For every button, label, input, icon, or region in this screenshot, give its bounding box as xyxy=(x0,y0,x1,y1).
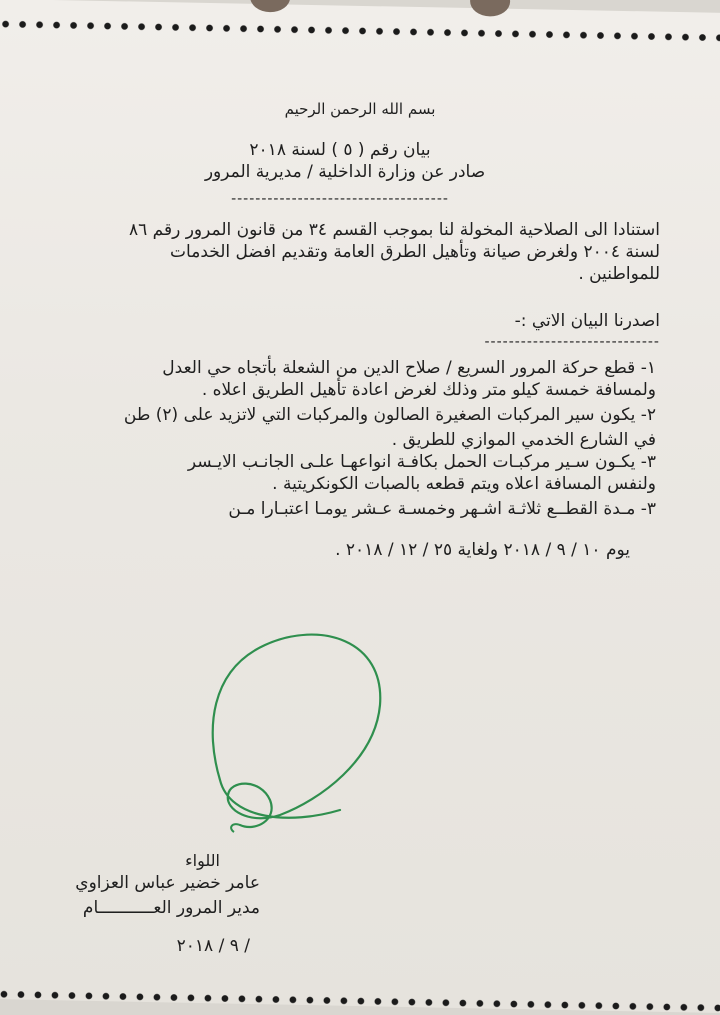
list-item: يوم ١٠ / ٩ / ٢٠١٨ ولغاية ٢٥ / ١٢ / ٢٠١٨ . xyxy=(335,540,630,560)
issuer-line: صادر عن وزارة الداخلية / مديرية المرور xyxy=(204,162,486,182)
signature-date: / ٩ / ٢٠١٨ xyxy=(176,936,250,956)
basmala: بسم الله الرحمن الرحيم xyxy=(284,100,436,118)
signatory-rank: اللواء xyxy=(185,851,220,870)
list-item: ولمسافة خمسة كيلو متر وذلك لغرض اعادة تأهيل الطريق اعلاه . xyxy=(201,380,656,400)
preamble-line: لسنة ٢٠٠٤ ولغرض صيانة وتأهيل الطرق العامة وتقديم افضل الخدمات xyxy=(170,242,660,262)
list-item: ١- قطع حركة المرور السريع / صلاح الدين من الشعلة بأتجاه حي العدل xyxy=(162,358,656,378)
finger-shadow xyxy=(470,0,511,17)
intro-heading: اصدرنا البيان الاتي :- xyxy=(514,311,660,331)
list-item: في الشارع الخدمي الموازي للطريق . xyxy=(391,430,656,450)
separator-line: ------------------------------------ xyxy=(231,191,449,207)
preamble-line: للمواطنين . xyxy=(578,264,660,284)
list-item: ٢- يكون سير المركبات الصغيرة الصالون والمركبات التي لاتزيد على (٢) طن xyxy=(123,405,656,425)
list-item: ولنفس المسافة اعلاه ويتم قطعه بالصبات الكونكريتية . xyxy=(272,474,656,494)
signatory-name: عامر خضير عباس العزاوي xyxy=(75,873,260,893)
handwritten-signature xyxy=(170,610,400,850)
list-item: ٣- يكـون سـير مركبـات الحمل بكافـة انواعهـا علـى الجانـب الايـسر xyxy=(187,452,656,472)
decorative-border-bottom xyxy=(0,986,720,1015)
finger-shadow xyxy=(250,0,291,13)
intro-separator: ----------------------------- xyxy=(484,334,660,350)
signatory-title: مدير المرور العـــــــــــام xyxy=(82,898,260,918)
preamble-line: استنادا الى الصلاحية المخولة لنا بموجب القسم ٣٤ من قانون المرور رقم ٨٦ xyxy=(128,220,660,240)
statement-number: بيان رقم ( ٥ ) لسنة ٢٠١٨ xyxy=(249,140,431,160)
decorative-border-top xyxy=(0,17,720,46)
list-item: ٣- مـدة القطــع ثلاثـة اشـهر وخمسـة عـشر يومـا اعتبـارا مـن xyxy=(228,499,656,519)
